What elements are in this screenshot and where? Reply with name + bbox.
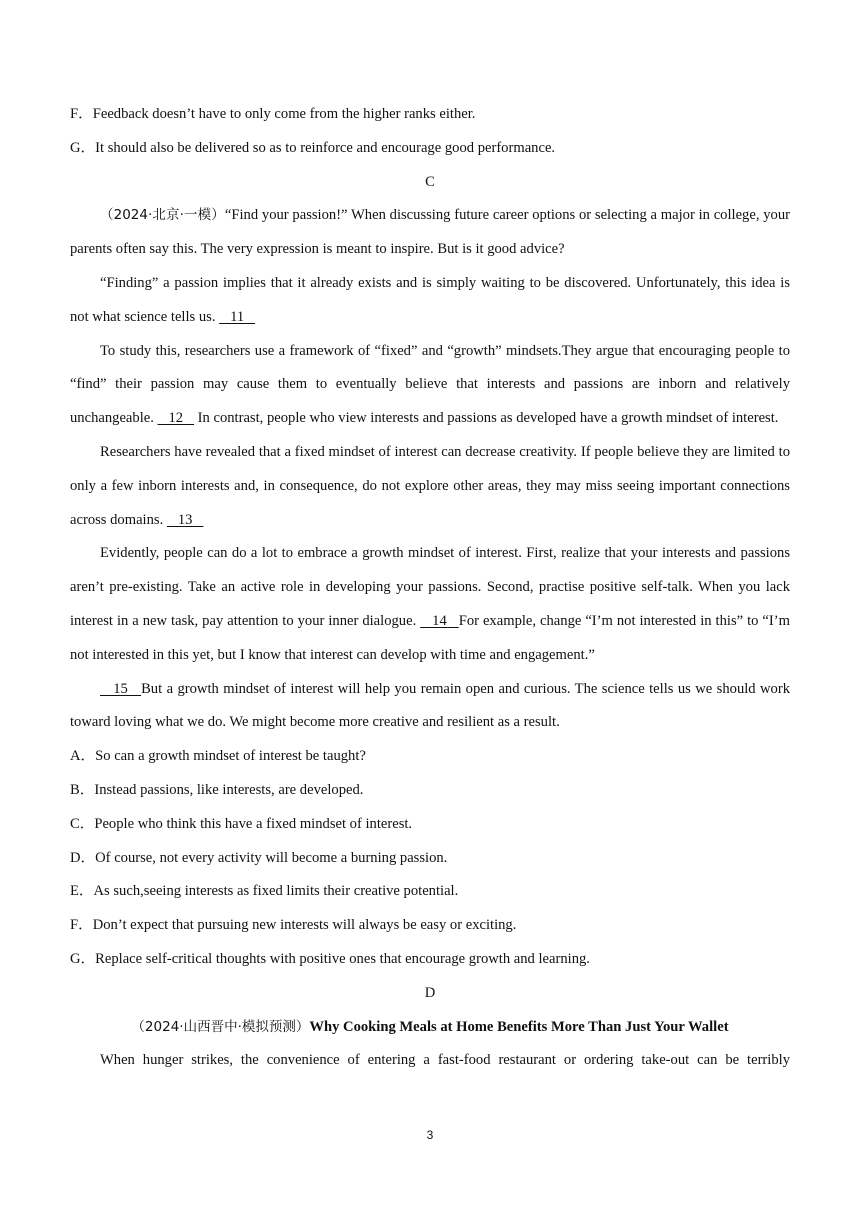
blank-14[interactable]: 14 bbox=[420, 612, 459, 629]
paragraph-text: “Find your passion!” When discussing future career options or selecting a major in college, your parents often say this. The very expression is meant to inspire. But is it good advice? bbox=[70, 207, 790, 258]
option-text: As such,seeing interests as fixed limits their creative potential. bbox=[93, 883, 459, 900]
option-text: Replace self-critical thoughts with positive ones that encourage growth and learning. bbox=[95, 950, 590, 967]
paragraph-text: Researchers have revealed that a fixed mindset of interest can decrease creativity. If people believe they are limited to only a few inborn interests and, in consequence, do not explore other areas, they may miss seeing important connections across domains. bbox=[70, 443, 790, 528]
option-letter: F． bbox=[70, 917, 93, 934]
blank-11[interactable]: 11 bbox=[219, 308, 256, 325]
option-letter: G． bbox=[70, 950, 96, 967]
paragraph-text: Evidently, people can do a lot to embrace a growth mindset of interest. First, realize that your interests and passions aren’t pre-existing. Take an active role in developing your passions. Second, practise positive self-talk. When you lack interest in a new task, pay attention to your inner dialogue. bbox=[70, 545, 790, 629]
section-c-paragraph-5 bbox=[70, 537, 790, 672]
option-text: Don’t expect that pursuing new interests will always be easy or exciting. bbox=[92, 917, 517, 934]
option-letter: D． bbox=[70, 849, 96, 866]
paragraph-text: “Finding” a passion implies that it already exists and is simply waiting to be discovered. Unfortunately, this idea is not what science tells us. bbox=[70, 274, 790, 325]
option-text: Of course, not every activity will become a burning passion. bbox=[95, 849, 448, 866]
section-c-paragraph-6 bbox=[70, 673, 790, 741]
blank-13[interactable]: 13 bbox=[166, 511, 204, 528]
option-text: People who think this have a fixed mindset of interest. bbox=[94, 815, 413, 832]
section-c-paragraph-2 bbox=[70, 267, 790, 335]
option-e bbox=[70, 875, 790, 909]
blank-12[interactable]: 12 bbox=[157, 410, 195, 427]
blank-15[interactable]: 15 bbox=[100, 680, 142, 697]
option-text: So can a growth mindset of interest be taught? bbox=[95, 748, 366, 765]
section-d-heading: D bbox=[424, 984, 436, 1001]
option-c bbox=[70, 808, 790, 842]
section-c-paragraph-3 bbox=[70, 335, 790, 436]
option-g-top bbox=[70, 132, 790, 166]
section-c-paragraph-1 bbox=[70, 199, 790, 267]
source-label: （2024·北京·一模） bbox=[100, 207, 225, 224]
section-c-paragraph-4 bbox=[70, 436, 790, 537]
section-c-heading: C bbox=[425, 173, 435, 190]
section-d-paragraph-1 bbox=[70, 1044, 790, 1078]
option-letter: E． bbox=[70, 883, 94, 900]
option-letter: A． bbox=[70, 748, 96, 765]
paragraph-text: When hunger strikes, the convenience of entering a fast-food restaurant or ordering take-out can be terribly bbox=[100, 1052, 790, 1069]
document-page bbox=[70, 98, 790, 1078]
option-text: It should also be delivered so as to reinforce and encourage good performance. bbox=[95, 139, 556, 156]
option-f bbox=[70, 909, 790, 943]
option-letter: B． bbox=[70, 781, 95, 798]
article-title: Why Cooking Meals at Home Benefits More Than Just Your Wallet bbox=[309, 1018, 729, 1035]
option-b bbox=[70, 774, 790, 808]
paragraph-text: For example, change “I’m not interested in this” to “I’m not interested in this yet, but I know that interest can develop with time and engagement.” bbox=[70, 612, 790, 663]
option-letter: C． bbox=[70, 815, 95, 832]
source-label: （2024·山西晋中·模拟预测） bbox=[131, 1018, 310, 1035]
option-letter: F． bbox=[70, 106, 93, 122]
option-letter: G． bbox=[70, 139, 96, 156]
paragraph-text: To study this, researchers use a framework of “fixed” and “growth” mindsets.They argue that encouraging people to “find” their passion may cause them to eventually believe that interests and passions are inborn and relatively unchangeable. bbox=[70, 342, 790, 427]
paragraph-text: But a growth mindset of interest will help you remain open and curious. The science tells us we should work toward loving what we do. We might become more creative and resilient as a result. bbox=[70, 680, 791, 731]
option-f-top bbox=[70, 98, 790, 132]
option-a bbox=[70, 740, 790, 774]
option-d bbox=[70, 842, 790, 876]
option-text: Instead passions, like interests, are developed. bbox=[94, 781, 364, 798]
section-d-title-line bbox=[70, 1011, 790, 1045]
option-g bbox=[70, 943, 790, 977]
page-number: 3 bbox=[426, 1128, 434, 1142]
option-text: Feedback doesn’t have to only come from the higher ranks either. bbox=[92, 106, 476, 122]
paragraph-text: In contrast, people who view interests and passions as developed have a growth mindset of interest. bbox=[194, 410, 779, 427]
